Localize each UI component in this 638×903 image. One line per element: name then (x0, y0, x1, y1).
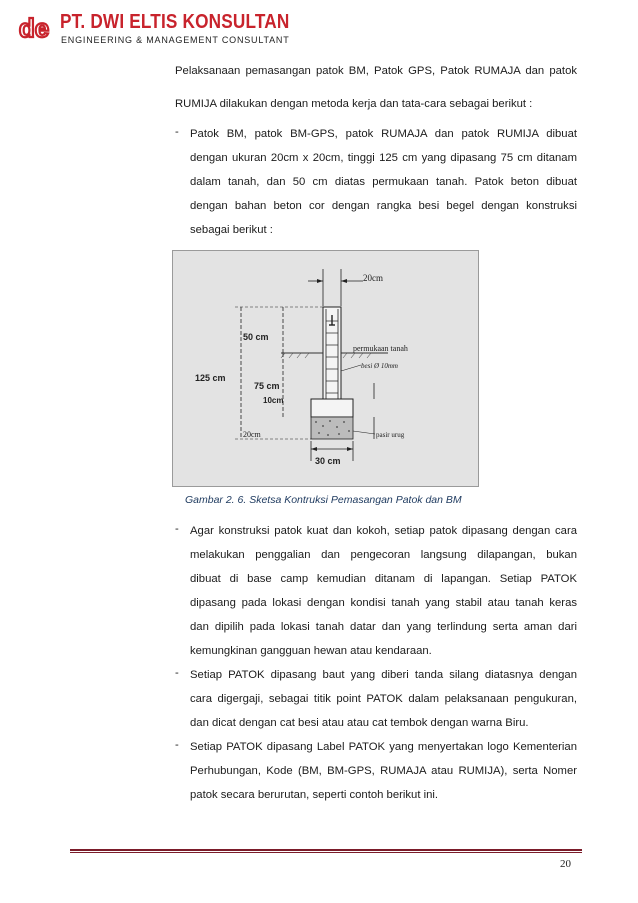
patok-diagram (172, 250, 479, 487)
footer-rule (70, 849, 582, 851)
label-top-width: 20cm (363, 273, 383, 283)
intro-line: RUMIJA dilakukan dengan metoda kerja dan tata-cara sebagai berikut : (175, 98, 533, 110)
bullet-dash: - (175, 523, 179, 535)
company-logo (12, 12, 56, 44)
bullet-1-line: dengan bahan beton cor dengan rangka besi begel dengan konstruksi (190, 200, 577, 212)
label-above-ground: 50 cm (243, 332, 269, 342)
bullet-2-line: melakukan penggalian dan pengecoran langsung dilapangan, bukan (190, 549, 577, 561)
intro-paragraph (175, 63, 577, 79)
label-buried: 75 cm (254, 381, 280, 391)
figure-caption: Gambar 2. 6. Sketsa Kontruksi Pemasangan Patok dan BM (185, 494, 462, 506)
bullet-2-line: kemungkinan gangguan hewan atau kendaraan. (190, 645, 432, 657)
logo-mark: de (18, 13, 50, 43)
bullet-2-line: Agar konstruksi patok kuat dan kokoh, setiap patok dipasang dengan cara (190, 525, 577, 537)
intro-line: Pelaksanaan pemasangan patok BM, Patok GPS, Patok RUMAJA dan patok (175, 65, 577, 77)
bullet-4-line: Perhubungan, Kode (BM, BM-GPS, RUMAJA atau RUMIJA), serta Nomer (190, 765, 577, 777)
label-sand-depth: 20cm (243, 430, 261, 439)
bullet-3-line: cara digergaji, sebagai titik point PATOK dalam pelaksanaan pengukuran, (190, 693, 577, 705)
bullet-1-line: dengan ukuran 20cm x 20cm, tinggi 125 cm yang dipasang 75 cm ditanam (190, 152, 577, 164)
bullet-2-line: dan dipilih pada lokasi tanah datar dan yang terlindung serta aman dari (190, 621, 577, 633)
label-ground-surface: permukaan tanah (353, 344, 408, 353)
bullet-2-line: dipasang pada lokasi dengan kondisi tanah yang stabil atau tanah keras (190, 597, 577, 609)
footer-rule-thin (70, 852, 582, 853)
bullet-3-line: dan dicat dengan cat besi atau atau cat tembok dengan warna Biru. (190, 717, 529, 729)
bullet-4-line: patok secara berurutan, seperti contoh berikut ini. (190, 789, 439, 801)
bullet-3-line: Setiap PATOK dipasang baut yang diberi tanda silang diatasnya dengan (190, 669, 577, 681)
bullet-1-line: Patok BM, patok BM-GPS, patok RUMAJA dan patok RUMIJA dibuat (190, 128, 577, 140)
page-number: 20 (560, 858, 571, 870)
label-footing: 10cm (263, 396, 284, 405)
label-total-height: 125 cm (195, 373, 226, 383)
letterhead (12, 10, 332, 48)
bullet-dash: - (175, 739, 179, 751)
bullet-4-line: Setiap PATOK dipasang Label PATOK yang menyertakan logo Kementerian (190, 741, 577, 753)
patok-sketch (173, 251, 478, 486)
bullet-dash: - (175, 667, 179, 679)
company-tagline: ENGINEERING & MANAGEMENT CONSULTANT (61, 35, 290, 45)
label-bottom-width: 30 cm (315, 456, 341, 466)
bullet-1-line: dalam tanah, dan 50 cm diatas permukaan tanah. Patok beton dibuat (190, 176, 577, 188)
bullet-dash: - (175, 126, 179, 138)
bullet-2-line: dibuat di base camp kemudian ditanam di lapangan. Setiap PATOK (190, 573, 577, 585)
label-rebar: besi Ø 10mm (361, 362, 398, 370)
company-name: PT. DWI ELTIS KONSULTAN (60, 11, 290, 33)
label-sand: pasir urug (376, 431, 405, 439)
bullet-1-line: sebagai berikut : (190, 224, 273, 236)
